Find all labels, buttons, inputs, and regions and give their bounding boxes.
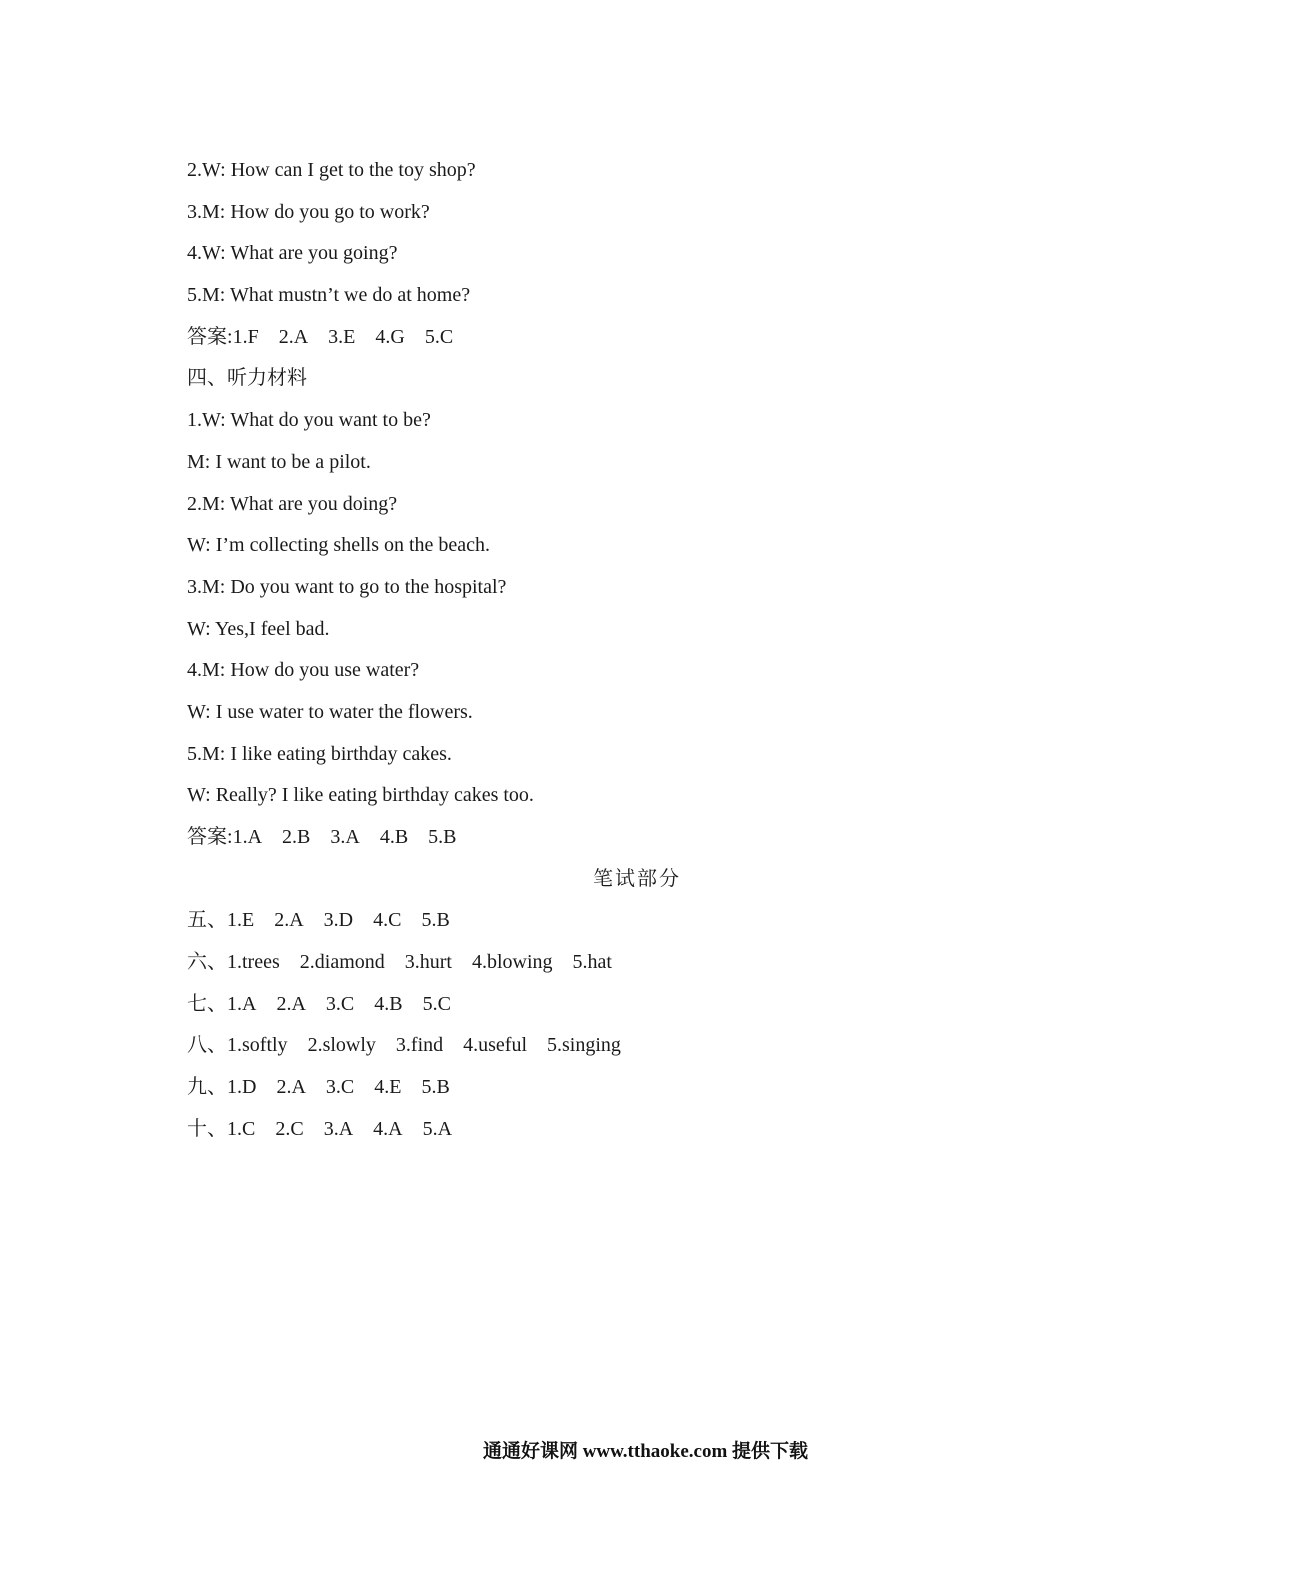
text-line: 3.M: Do you want to go to the hospital?: [187, 575, 507, 598]
answer-line-prefix: 十、: [187, 1117, 227, 1140]
answer-line: [187, 900, 1107, 942]
answer-item: 3.E: [328, 325, 356, 348]
answer-item: 5.singing: [547, 1034, 621, 1057]
text-line: 3.M: How do you go to work?: [187, 200, 430, 223]
answer-line: [187, 1025, 1107, 1067]
answer-item: 1.F: [232, 325, 259, 348]
answer-item: 3.find: [395, 1034, 444, 1057]
answer-item: 4.B: [374, 992, 403, 1015]
answer-item: 2.diamond: [299, 951, 385, 974]
answer-line: [187, 1067, 1107, 1109]
answer-item: 1.A: [232, 826, 263, 848]
text-line: W: I’m collecting shells on the beach.: [187, 534, 491, 557]
document-content: [187, 150, 1107, 1151]
footer-watermark: 通通好课网 www.tthaoke.com 提供下载: [482, 1441, 809, 1462]
answer-item: 4.A: [373, 1117, 403, 1140]
answer-item: 4.C: [373, 909, 402, 932]
text-line: 1.W: What do you want to be?: [187, 409, 431, 432]
answer-item: 4.useful: [463, 1034, 528, 1057]
text-line: W: I use water to water the flowers.: [187, 700, 473, 723]
answer-item: 1.A: [227, 992, 257, 1015]
answer-item: 4.E: [374, 1076, 402, 1099]
text-line: 5.M: I like eating birthday cakes.: [187, 742, 452, 765]
text-line: 四、听力材料: [187, 367, 307, 390]
answer-line: [187, 317, 1107, 359]
answer-item: 1.softly: [227, 1034, 288, 1057]
answer-item: 3.C: [325, 992, 355, 1015]
answer-item: 3.D: [323, 909, 354, 932]
text-line: W: Yes,I feel bad.: [187, 617, 330, 640]
answer-line: [187, 1109, 1107, 1151]
answer-item: 5.C: [424, 325, 454, 348]
answer-item: 3.A: [323, 1117, 354, 1140]
answer-line-prefix: 答案:: [187, 826, 233, 848]
answer-item: 1.trees: [227, 951, 280, 974]
answer-line-prefix: 八、: [187, 1034, 227, 1057]
text-line: 5.M: What mustn’t we do at home?: [187, 284, 471, 307]
answer-item: 2.A: [278, 325, 309, 348]
answer-item: 5.B: [428, 826, 457, 848]
text-line: M: I want to be a pilot.: [187, 450, 371, 473]
answer-item: 2.slowly: [307, 1034, 376, 1057]
text-line: 2.W: How can I get to the toy shop?: [187, 159, 476, 181]
answer-item: 5.B: [421, 909, 450, 932]
answer-item: 5.C: [422, 992, 451, 1015]
answer-line-prefix: 答案:: [187, 325, 233, 348]
text-line: W: Really? I like eating birthday cakes too.: [187, 784, 534, 807]
section-heading: 笔试部分: [593, 867, 681, 890]
text-line: 4.W: What are you going?: [187, 242, 398, 265]
answer-item: 2.B: [282, 826, 311, 848]
text-line: 4.M: How do you use water?: [187, 659, 420, 682]
answer-item: 4.G: [375, 325, 405, 348]
answer-item: 5.B: [421, 1076, 450, 1099]
answer-item: 4.blowing: [471, 951, 553, 974]
answer-item: 1.D: [227, 1076, 257, 1099]
answer-line-prefix: 七、: [187, 992, 227, 1015]
answer-item: 2.A: [276, 992, 306, 1015]
answer-item: 3.C: [325, 1076, 355, 1099]
answer-line-prefix: 九、: [187, 1076, 227, 1099]
answer-item: 1.E: [227, 909, 255, 932]
answer-item: 1.C: [227, 1117, 256, 1140]
answer-item: 3.A: [330, 826, 360, 848]
answer-item: 2.A: [274, 909, 304, 932]
answer-item: 5.hat: [572, 951, 612, 974]
answer-line: [187, 984, 1107, 1026]
answer-line-prefix: 六、: [187, 951, 227, 974]
answer-item: 5.A: [422, 1117, 453, 1140]
answer-item: 4.B: [379, 826, 409, 848]
answer-item: 3.hurt: [404, 951, 452, 974]
answer-item: 2.A: [276, 1076, 306, 1099]
answer-item: 2.C: [275, 1117, 304, 1140]
answer-line-prefix: 五、: [187, 909, 227, 932]
answer-line: [187, 817, 1107, 859]
text-line: 2.M: What are you doing?: [187, 492, 398, 515]
answer-line: [187, 942, 1107, 984]
